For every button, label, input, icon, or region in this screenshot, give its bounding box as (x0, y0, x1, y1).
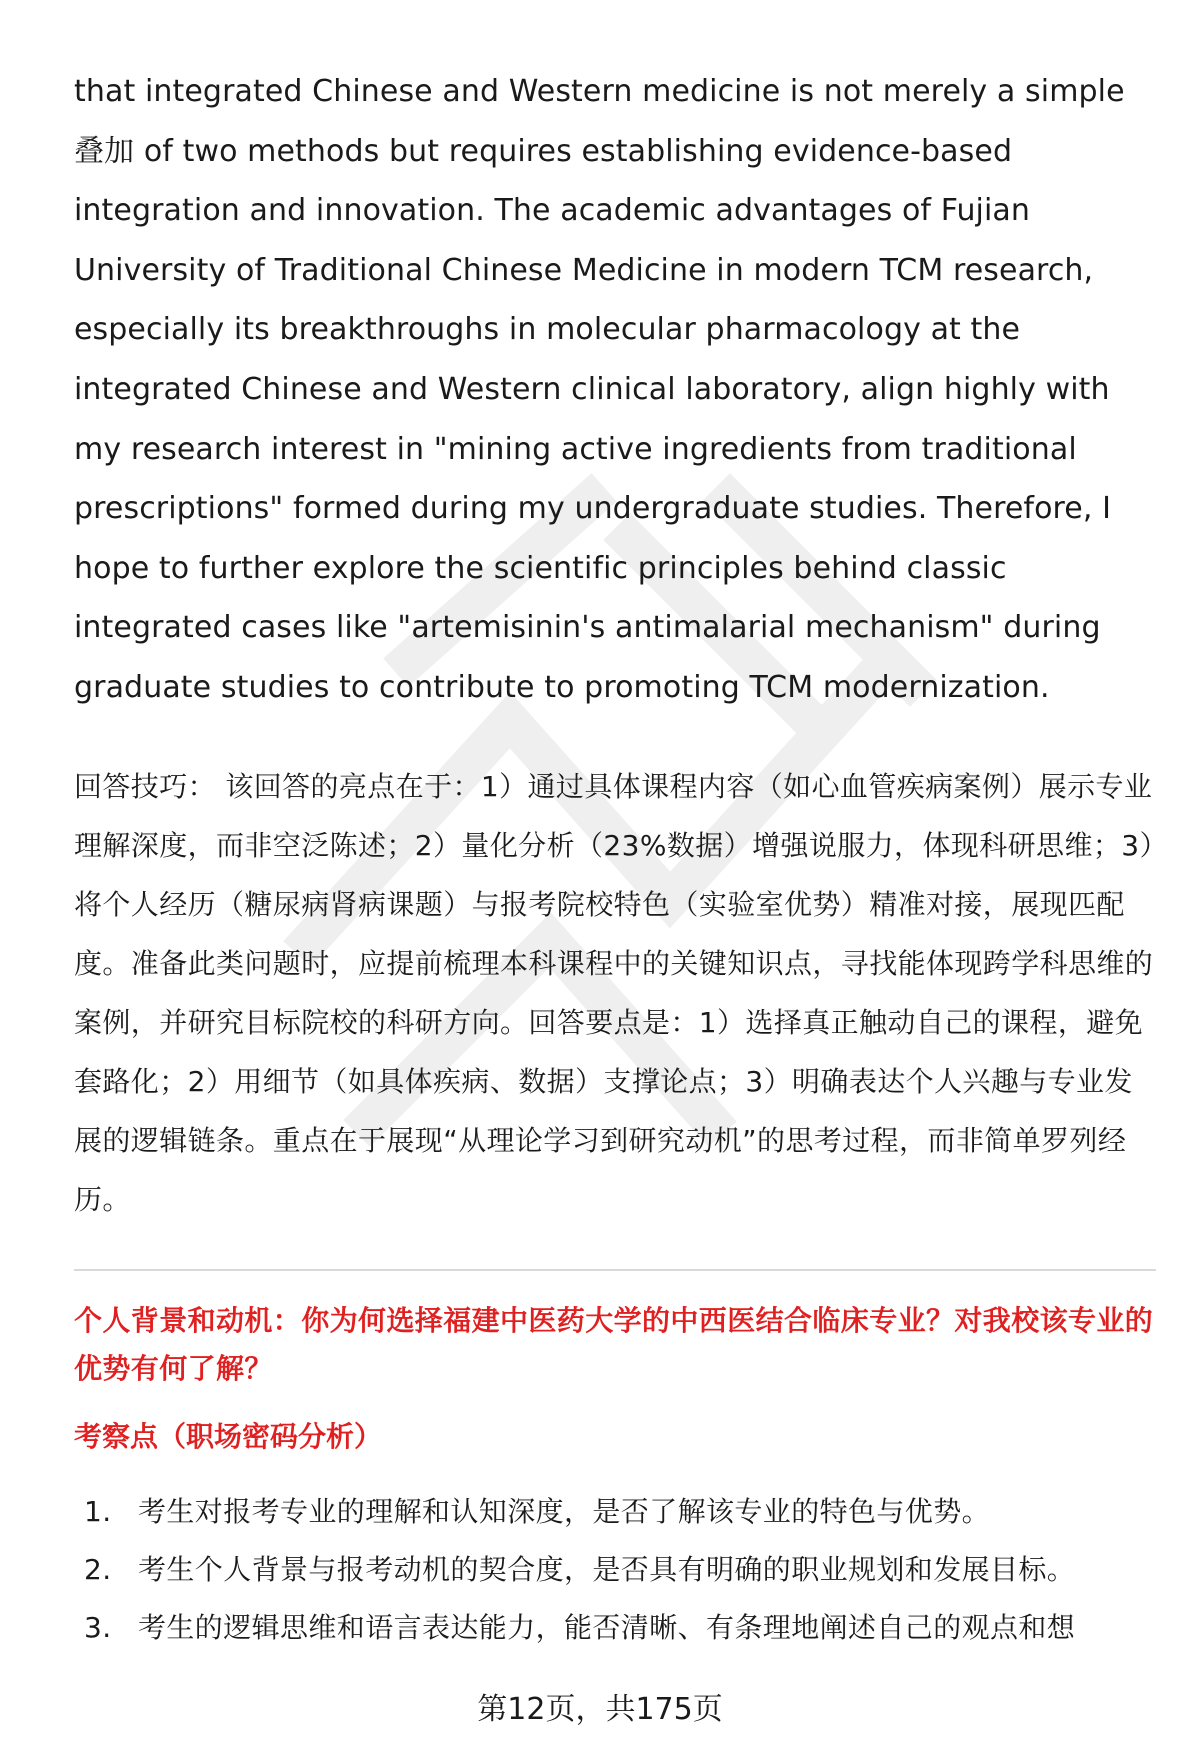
list-item-number: 2. (84, 1552, 112, 1586)
page-number-footer: 第12页，共175页 (477, 1692, 723, 1727)
list-item-text: 考生的逻辑思维和语言表达能力，能否清晰、有条理地阐述自己的观点和想 (138, 1610, 1076, 1644)
list-item-text: 考生个人背景与报考动机的契合度，是否具有明确的职业规划和发展目标。 (138, 1552, 1076, 1586)
list-item (74, 1541, 1154, 1599)
section-divider (74, 1269, 1156, 1271)
list-item-text: 考生对报考专业的理解和认知深度，是否了解该专业的特色与优势。 (138, 1494, 991, 1528)
list-item-number: 3. (84, 1610, 112, 1644)
list-item (74, 1599, 1154, 1657)
page-content (74, 62, 1154, 1657)
answer-paragraph-english: that integrated Chinese and Western medicine is not merely a simple叠加 of two methods but requires establishing evidence-based integration and innovation. The academic advantages of Fujian University of Traditional Chinese Medicine in modern TCM research, especially its breakthroughs in molecular pharmacology at the integrated Chinese and Western clinical laboratory, align highly with my research interest in "mining active ingredients from traditional prescriptions" formed during my undergraduate studies. Therefore, I hope to further explore the scientific principles behind classic integrated cases like "artemisinin's antimalarial mechanism" during graduate studies to contribute to promoting TCM modernization. (74, 74, 1125, 705)
list-item-number: 1. (84, 1494, 112, 1528)
interview-question-heading: 个人背景和动机：你为何选择福建中医药大学的中西医结合临床专业？对我校该专业的优势有何了解？ (74, 1303, 1154, 1385)
assessment-points-heading: 考察点（职场密码分析） (74, 1419, 383, 1453)
list-item (74, 1483, 1154, 1541)
assessment-points-list (74, 1483, 1154, 1657)
answer-tips-paragraph: 回答技巧： 该回答的亮点在于：1）通过具体课程内容（如心血管疾病案例）展示专业理解深度，而非空泛陈述；2）量化分析（23%数据）增强说服力，体现科研思维；3）将个人经历（糖尿病肾病课题）与报考院校特色（实验室优势）精准对接，展现匹配度。准备此类问题时，应提前梳理本科课程中的关键知识点，寻找能体现跨学科思维的案例，并研究目标院校的科研方向。回答要点是：1）选择真正触动自己的课程，避免套路化；2）用细节（如具体疾病、数据）支撑论点；3）明确表达个人兴趣与专业发展的逻辑链条。重点在于展现“从理论学习到研究动机”的思考过程，而非简单罗列经历。 (74, 769, 1154, 1216)
